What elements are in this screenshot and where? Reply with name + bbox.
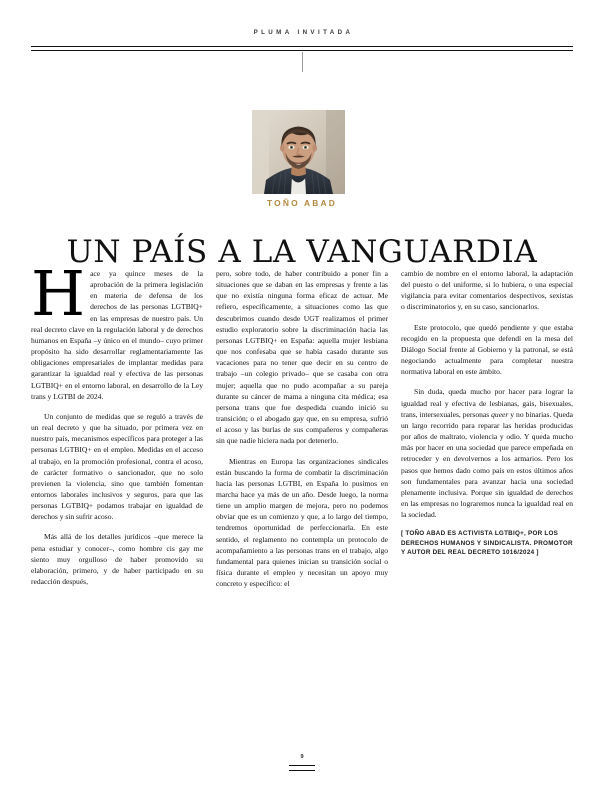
article-body (31, 268, 573, 760)
paragraph: Más allá de los detalles jurídicos –que merece la pena estudiar y conocer–, como hombre cis gay me siento muy orgulloso de haber promovido su elaboración, primero, y de haber participado en su redacción después, (31, 532, 203, 587)
page-footer (0, 755, 604, 781)
paragraph-text: ace ya quince meses de la aprobación de la primera legislación en materia de defensa de los derechos de las personas LGTBIQ+ en las empresas de nuestro país. Un real decreto clave en la regulación laboral y de derechos humanos en España –y único en el mundo– cuyo primer propósito ha sido desarrollar reglamentariamente las obligaciones empresariales de implantar medidas para garantizar la igualdad real y efectiva de las personas LGTBIQ+ en el entorno laboral, en desarrollo de la Ley trans y LGTBI de 2024. (31, 269, 203, 401)
byline-author: TOÑO ABAD (266, 198, 338, 208)
paragraph: Este protocolo, que quedó pendiente y que estaba recogido en la propuesta que defendí en la mesa del Diálogo Social frente al Gobierno y la patronal, se está negociando actualmente para completar nuestra normativa laboral en este ámbito. (401, 322, 573, 377)
paragraph: cambio de nombre en el entorno laboral, la adaptación del puesto o del uniforme, si lo hubiera, o una especial vigilancia para evitar comentarios despectivos, sexistas o discriminatorios y, en su caso, sancionarlos. (401, 269, 573, 312)
column-1 (31, 268, 203, 760)
running-head-rule (31, 46, 573, 51)
footer-rule (289, 765, 315, 771)
column-2 (216, 268, 388, 760)
paragraph: Un conjunto de medidas que se reguló a través de un real decreto y que ha situado, por primera vez en nuestro país, mecanismos específicos para proteger a las personas LGTBIQ+ en el empleo. Medidas en el acceso al trabajo, en la promoción profesional, contra el acoso, de carácter formativo o sancionador, que no solo previenen la violencia, sino que también fomentan entornos laborales inclusivos y seguros, para que las personas LGTBIQ+ podamos trabajar en igualdad de derechos y sin sufrir acoso. (31, 411, 203, 522)
paragraph: Sin duda, queda mucho por hacer para lograr la igualdad real y efectiva de lesbianas, gais, bisexuales, trans, intersexuales, personas queer y no binarias. Queda un largo recorrido para reparar las heridas producidas por años de maltrato, violencia y odio. Y queda mucho más por hacer en una sociedad que parece empeñada en retroceder y en devolvernos a los armarios. Pero los pasos que hemos dado como país en estos últimos años son fundamentales para avanzar hacia una sociedad plenamente inclusiva. Porque sin igualdad de derechos en las empresas no lograremos nunca la igualdad real en la sociedad. (401, 387, 573, 520)
paragraph: pero, sobre todo, de haber contribuido a poner fin a situaciones que se daban en las empresas y frente a las que no existía ninguna forma eficaz de actuar. Me refiero, específicamente, a situaciones como las que descubrimos cuando desde UGT realizamos el primer estudio exploratorio sobre la discriminación hacia las personas LGTBIQ+ en España: aquella mujer lesbiana que nos confesaba que se había casado durante sus vacaciones para no tener que decir en su centro de trabajo –un colegio privado– que se casaba con otra mujer; aquella que no pudo acompañar a su pareja durante su cáncer de mama a ninguna cita médica; esa persona trans que fue despedida cuando inició su transición; o el abogado gay que, en su empresa, sufrió el acoso y las burlas de sus compañeros y compañeras sin que nadie hiciera nada por detenerlo. (216, 269, 388, 446)
page-title: UN PAÍS A LA VANGUARDIA (66, 233, 538, 270)
running-head (0, 30, 604, 90)
author-bio-note: [ TOÑO ABAD ES ACTIVISTA LGTBIQ+, POR LOS DERECHOS HUMANOS Y SINDICALISTA. PROMOTOR Y AUTOR DEL REAL DECRETO 1016/2024 ] (401, 530, 573, 557)
running-head-tick (302, 52, 303, 72)
running-head-label: PLUMA INVITADA (253, 29, 354, 36)
drop-cap: H (31, 268, 86, 330)
author-portrait-photo (252, 110, 345, 194)
portrait-illustration (252, 110, 345, 194)
column-3 (401, 268, 573, 760)
paragraph: Mientras en Europa las organizaciones sindicales están buscando la forma de combatir la discriminación hacia las personas LGTBI, en España lo pusimos en marcha hace ya más de un año. Desde luego, la norma tiene un amplio margen de mejora, pero no podemos obviar que es un comienzo y que, a lo largo del tiempo, tendremos oportunidad de perfeccionarla. En este sentido, el reglamento no contempla un protocolo de acompañamiento a las personas trans en el trabajo, algo fundamental para quienes inician su transición social o física durante el empleo y necesitan un apoyo muy concreto y específico: el (216, 456, 388, 589)
paragraph (31, 268, 203, 402)
page-number: 9 (300, 754, 304, 760)
